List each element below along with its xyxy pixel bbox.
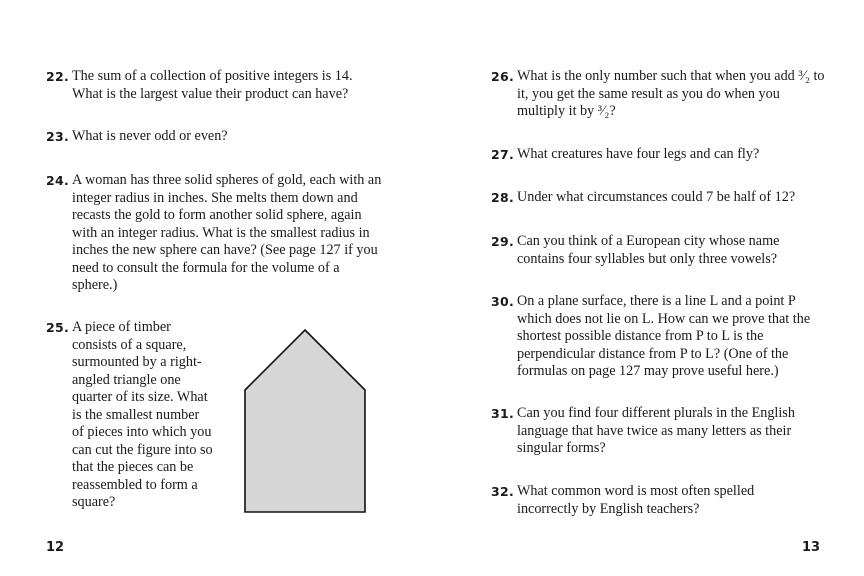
question-text: What is never odd or even? (72, 128, 228, 144)
question-31 (489, 405, 829, 458)
question-27 (489, 146, 829, 164)
question-number: 23. (45, 129, 69, 144)
question-number: 29. (490, 234, 514, 249)
question-text: The sum of a collection of positive integers is 14. What is the largest value their product can have? (72, 68, 353, 102)
question-number: 26. (490, 69, 514, 84)
question-28 (489, 189, 829, 207)
question-text: Can you think of a European city whose name contains four syllables but only three vowels? (517, 233, 780, 267)
question-23 (44, 128, 384, 146)
question-text: What common word is most often spelled incorrectly by English teachers? (517, 483, 755, 517)
question-26 (489, 68, 829, 121)
question-number: 31. (490, 406, 514, 421)
question-text: Can you find four different plurals in the English language that have twice as many letters as their singular forms? (517, 405, 795, 456)
square-with-triangle-shape (245, 330, 365, 512)
question-number: 27. (490, 147, 514, 162)
question-25 (44, 319, 214, 512)
page-number-right: 13 (802, 540, 821, 555)
question-24 (44, 172, 386, 295)
timber-figure (243, 328, 367, 516)
question-number: 28. (490, 190, 514, 205)
question-text: A woman has three solid spheres of gold, each with an integer radius in inches. She melts them down and recasts the gold to form another solid sphere, again with an integer radius. What is the smallest radius in inches the new sphere can have? (See page 127 if you need to consult the formula for the volume of a sphere.) (72, 172, 382, 293)
question-number: 24. (45, 173, 69, 188)
question-text: A piece of timber consists of a square, surmounted by a right-angled triangle one quarter of its size. What is the smallest number of pieces into which you can cut the figure into so that the pieces can be reassembled to form a square? (72, 319, 213, 510)
question-number: 22. (45, 69, 69, 84)
question-30 (489, 293, 829, 381)
question-text: Under what circumstances could 7 be half of 12? (517, 189, 796, 205)
question-number: 25. (45, 320, 69, 335)
question-text: What creatures have four legs and can fly? (517, 146, 760, 162)
question-number: 30. (490, 294, 514, 309)
right-page (432, 0, 864, 576)
question-32 (489, 483, 819, 518)
question-number: 32. (490, 484, 514, 499)
question-text: On a plane surface, there is a line L and a point P which does not lie on L. How can we prove that the shortest possible distance from P to L is the perpendicular distance from P to L? (One of the formulas on page 127 may prove useful here.) (517, 293, 811, 379)
page-number-left: 12 (46, 540, 65, 555)
question-text: What is the only number such that when you add ³⁄₂ to it, you get the same result as you do when you multiply it by ³⁄₂? (517, 68, 825, 119)
question-29 (489, 233, 819, 268)
question-22 (44, 68, 384, 103)
